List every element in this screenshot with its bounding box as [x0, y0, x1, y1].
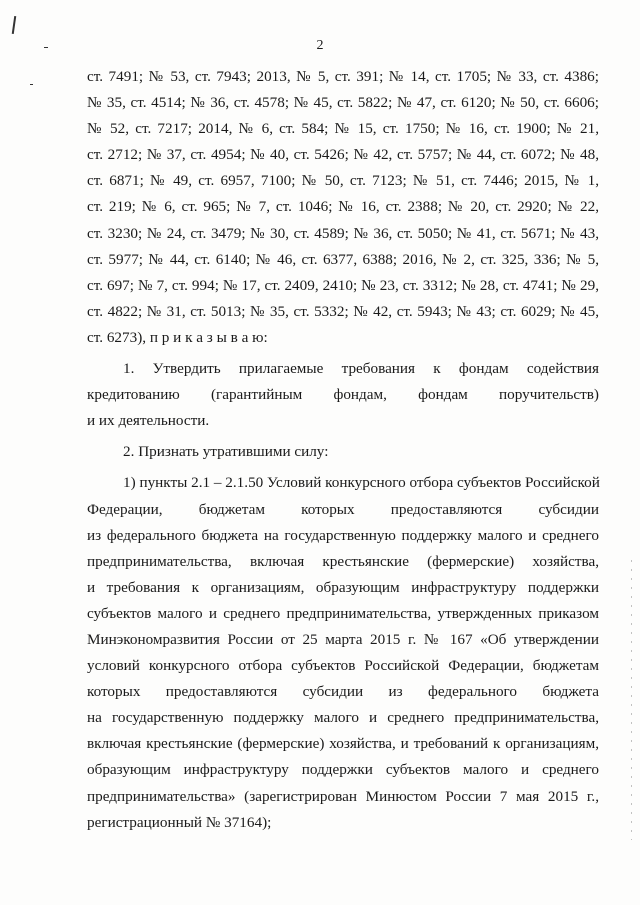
text-line: включая крестьянские (фермерские) хозяйства, и требований к организациям, [87, 735, 599, 753]
paragraph-item-2 [87, 439, 599, 465]
text-line: из федерального бюджета на государственную поддержку малого и среднего [87, 526, 599, 544]
text-line: 1) пункты 2.1 – 2.1.50 Условий конкурсного отбора субъектов Российской [123, 474, 600, 492]
text-line: ст. 2712; № 37, ст. 4954; № 40, ст. 5426; № 42, ст. 5757; № 44, ст. 6072; № 48, [87, 146, 599, 164]
text-line: ст. 6871; № 49, ст. 6957, 7100; № 50, ст. 7123; № 51, ст. 7446; 2015, № 1, [87, 172, 599, 190]
text-line: субъектов малого и среднего предпринимательства, утвержденных приказом [87, 604, 599, 622]
paragraph-legal-references [87, 64, 599, 351]
text-line: ст. 219; № 6, ст. 965; № 7, ст. 1046; № 16, ст. 2388; № 20, ст. 2920; № 22, [87, 198, 599, 216]
text-line: и их деятельности. [87, 412, 210, 430]
text-line: № 35, ст. 4514; № 36, ст. 4578; № 45, ст. 5822; № 47, ст. 6120; № 50, ст. 6606; [87, 94, 599, 112]
text-line: № 52, ст. 7217; 2014, № 6, ст. 584; № 15, ст. 1750; № 16, ст. 1900; № 21, [87, 120, 599, 138]
text-line: которых предоставляются субсидии из федерального бюджета [87, 683, 599, 701]
text-line: 2. Признать утратившими силу: [123, 443, 329, 461]
text-line: образующим инфраструктуру поддержки субъектов малого и среднего [87, 761, 599, 779]
text-line: регистрационный № 37164); [87, 813, 272, 831]
text-line: и требования к организациям, образующим инфраструктуру поддержки [87, 578, 599, 596]
text-line: предпринимательства, включая крестьянские (фермерские) хозяйства, [87, 552, 599, 570]
text-line: на государственную поддержку малого и среднего предпринимательства, [87, 709, 599, 727]
text-line: ст. 4822; № 31, ст. 5013; № 35, ст. 5332; № 42, ст. 5943; № 43; ст. 6029; № 45, [87, 302, 599, 320]
page-number: 2 [316, 38, 324, 53]
text-line: Минэкономразвития России от 25 марта 2015 г. № 167 «Об утверждении [87, 630, 599, 648]
text-line: ст. 6273), п р и к а з ы в а ю: [87, 328, 268, 346]
text-line: предпринимательства» (зарегистрирован Минюстом России 7 мая 2015 г., [87, 787, 599, 805]
scan-mark [12, 16, 16, 34]
document-body [87, 64, 599, 836]
text-line: кредитованию (гарантийным фондам, фондам поручительств) [87, 386, 599, 404]
text-line: ст. 697; № 7, ст. 994; № 17, ст. 2409, 2410; № 23, ст. 3312; № 28, ст. 4741; № 29, [87, 276, 599, 294]
text-line: ст. 3230; № 24, ст. 3479; № 30, ст. 4589; № 36, ст. 5050; № 41, ст. 5671; № 43, [87, 224, 599, 242]
text-line: Федерации, бюджетам которых предоставляются субсидии [87, 500, 599, 518]
text-line: условий конкурсного отбора субъектов Российской Федерации, бюджетам [87, 657, 599, 675]
scan-mark [30, 84, 33, 85]
text-line: 1. Утвердить прилагаемые требования к фондам содействия [123, 360, 599, 378]
scan-edge-noise [631, 560, 632, 840]
text-line: ст. 5977; № 44, ст. 6140; № 46, ст. 6377, 6388; 2016, № 2, ст. 325, 336; № 5, [87, 250, 599, 268]
paragraph-item-2-1 [87, 470, 599, 835]
paragraph-item-1 [87, 356, 599, 434]
text-line: ст. 7491; № 53, ст. 7943; 2013, № 5, ст. 391; № 14, ст. 1705; № 33, ст. 4386; [87, 68, 599, 85]
